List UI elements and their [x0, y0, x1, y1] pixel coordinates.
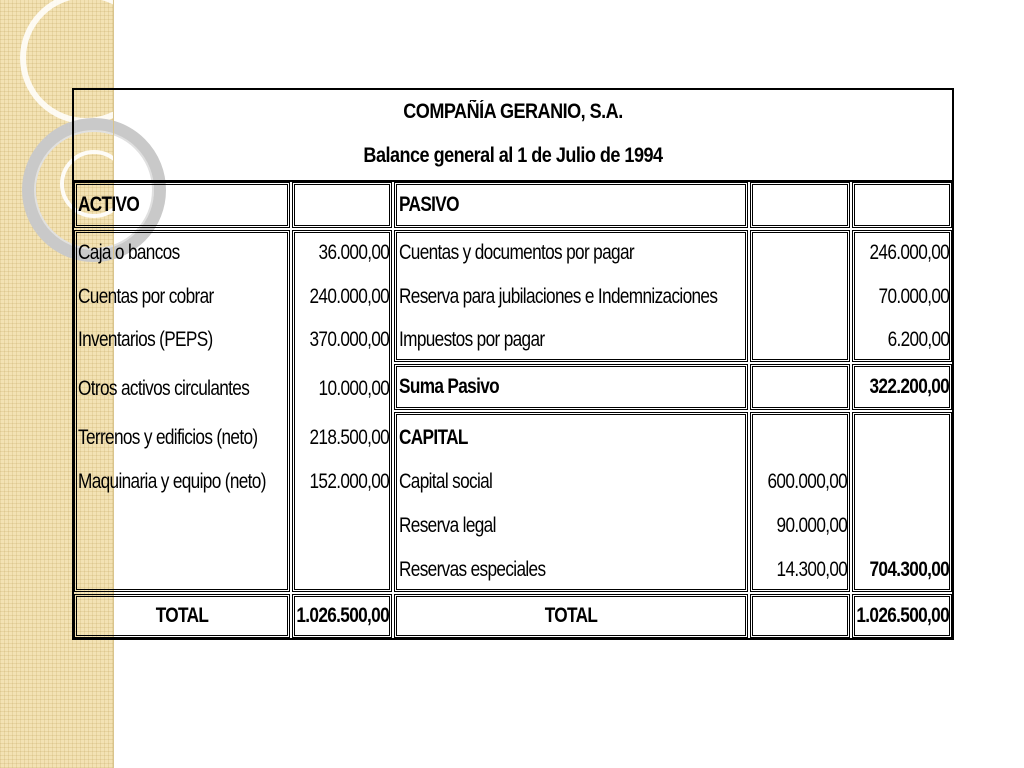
activo-item-label: Maquinaria y equipo (neto)	[78, 470, 266, 493]
capital-item-value: 14.300,00	[776, 558, 847, 581]
pasivo-capital-total-label-cell	[394, 594, 748, 638]
activo-item-value: 152.000,00	[309, 470, 389, 493]
activo-item-label: Cuentas por cobrar	[78, 285, 214, 308]
pasivo-item-value: 70.000,00	[878, 285, 949, 308]
activo-item-value: 240.000,00	[309, 285, 389, 308]
suma-pasivo-label-cell	[394, 364, 748, 410]
capital-item-label: Reserva legal	[399, 514, 496, 537]
activo-item-label: Caja o bancos	[78, 241, 180, 264]
activo-total-value-cell	[292, 594, 392, 638]
pasivo-labels-cell	[394, 230, 748, 362]
capital-sum-cell	[852, 412, 952, 592]
activo-item-value: 218.500,00	[309, 426, 389, 449]
pasivo-capital-total-value: 1.026.500,00	[856, 604, 949, 627]
capital-values-cell	[750, 412, 850, 592]
activo-header: ACTIVO	[78, 193, 140, 216]
capital-item-label: Capital social	[399, 470, 493, 493]
activo-labels-column	[74, 230, 290, 592]
activo-item-value: 370.000,00	[309, 328, 389, 351]
header-activo-cell	[74, 182, 290, 228]
header-right-value-cell	[852, 182, 952, 228]
activo-total-label: TOTAL	[155, 604, 209, 627]
pasivo-item-label: Impuestos por pagar	[399, 328, 545, 351]
pasivo-item-value: 6.200,00	[887, 328, 949, 351]
activo-total-label-cell	[74, 594, 290, 638]
pasivo-capital-total-label: TOTAL	[544, 604, 598, 627]
capital-labels-cell	[394, 412, 748, 592]
suma-pasivo-mid-cell	[750, 364, 850, 410]
capital-sum-value: 704.300,00	[869, 558, 949, 581]
header-activo-value-cell	[292, 182, 392, 228]
activo-item-label: Inventarios (PEPS)	[78, 328, 213, 351]
activo-total-value: 1.026.500,00	[296, 604, 389, 627]
total-mid-cell	[750, 594, 850, 638]
balance-subtitle: Balance general al 1 de Julio de 1994	[363, 144, 663, 167]
suma-pasivo-label: Suma Pasivo	[399, 375, 499, 398]
suma-pasivo-value: 322.200,00	[869, 375, 949, 398]
activo-item-value: 10.000,00	[318, 377, 389, 400]
pasivo-header: PASIVO	[399, 193, 459, 216]
pasivo-item-value: 246.000,00	[869, 241, 949, 264]
capital-header: CAPITAL	[399, 426, 468, 449]
capital-item-label: Reservas especiales	[399, 558, 546, 581]
pasivo-values-cell	[852, 230, 952, 362]
activo-item-value: 36.000,00	[318, 241, 389, 264]
title-block	[74, 90, 952, 182]
company-title: COMPAÑÍA GERANIO, S.A.	[403, 100, 623, 123]
activo-values-column	[292, 230, 392, 592]
pasivo-mid-cell	[750, 230, 850, 362]
activo-item-label: Terrenos y edificios (neto)	[78, 426, 258, 449]
capital-item-value: 90.000,00	[776, 514, 847, 537]
suma-pasivo-value-cell	[852, 364, 952, 410]
balance-sheet-table	[72, 88, 954, 640]
pasivo-item-label: Reserva para jubilaciones e Indemnizaciones	[399, 285, 718, 308]
pasivo-item-label: Cuentas y documentos por pagar	[399, 241, 634, 264]
capital-item-value: 600.000,00	[767, 470, 847, 493]
header-mid-value-cell	[750, 182, 850, 228]
pasivo-capital-total-value-cell	[852, 594, 952, 638]
activo-item-label: Otros activos circulantes	[78, 377, 250, 400]
header-pasivo-cell	[394, 182, 748, 228]
